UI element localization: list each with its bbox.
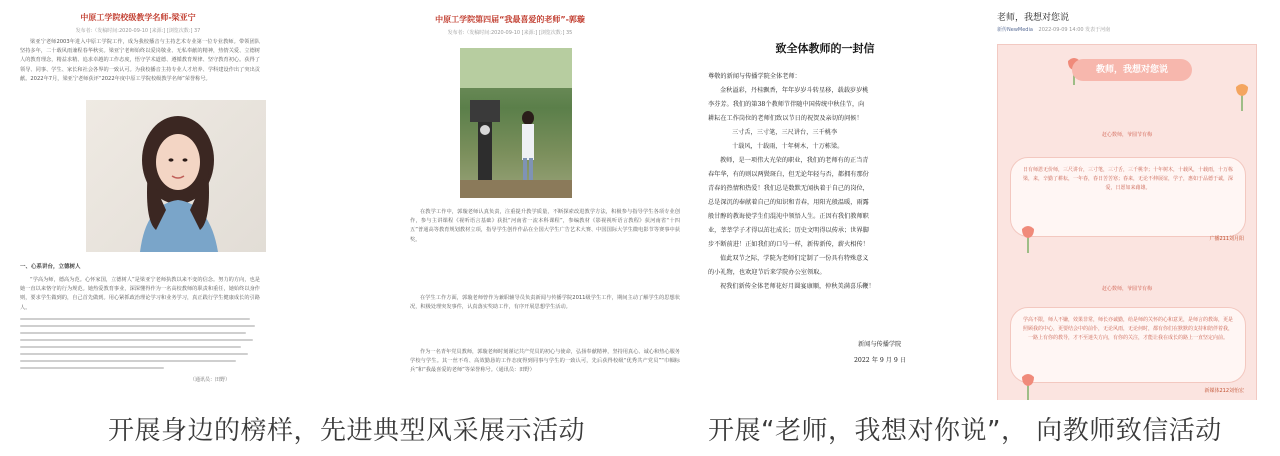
message-bubble [1010,157,1246,237]
letter-line: 祝我们新传全体老师花好月圆宴康顺，仲秋美满喜乐鞭！ [720,283,875,290]
letter-line: 耕耘在工作岗位的老师们致以节日的祝贺及亲切的问候！ [708,115,863,122]
letter-date: 2022 年 9 月 9 日 [854,357,907,364]
teacher-portrait-photo [86,100,266,252]
letter-line: 青春的热情和热爱！我们总是数默无闻执着于自己的岗位， [708,185,869,192]
message-bubble [1010,307,1246,383]
letter-line: 步不断前进！正如我们的口号一样，新传新传，薪火相传！ [708,241,869,248]
message-signature: 广播211刘月阳 [1209,236,1244,242]
letter-line: 值此双节之际，学院为老师们定制了一份具有特殊意义 [720,255,869,262]
letter-body [708,70,875,294]
letter-salutation: 尊敬的新闻与传播学院全体老师： [708,73,801,80]
article-paragraph-1: 在教学工作中，郭璇老师认真负责，注重提升教学质量，不断探索改进教学方法，积极参与指导学生各项专业创作，参与主讲课程《视听语言基础》获批“河南省一流本科课程”，参编教材《影视视听语言教程》获河南省“十四五”普通高等教育规划教材立项，指导学生创作作品在全国大学生广告艺术大赛、中国国际大学生微电影节等赛事中获奖。 [410,209,680,243]
article-signoff: （通讯员：田野） [190,377,231,383]
account-name-link[interactable]: 新传NewMedia [997,27,1033,33]
tulip-icon [1018,223,1038,253]
caption-right: 开展“老师，我想对你说”， 向教师致信活动 [708,416,1222,446]
message-text: 学高不限，师人不嫌，效果非常，师长亦诚勤，给是师的关怀的心和意见，是师言的教诲，更是照顾我的中心，更要结会中的前仆，无论风雨，无论何时，都有你们在默默的支持和陪伴着我，一路上有你的教导，才不至迷失方向，有你的关注，才能让我在成长的路上一直坚定向前。 [1023,317,1234,341]
letter-line: 李芬芳。我们的第38个教师节伴随中国传统中秋佳节，向 [708,101,865,108]
section-heading: 赶心数师，爷圆节有梅 [1102,286,1153,292]
letter-panel [700,0,950,385]
publish-time: 2022-09-09 14:00 发表于河南 [1038,27,1111,33]
message-text: 日有师恩无价师，三尺讲台，三寸笔，三寸舌，三千桃李；十年树木，十载风，十载雨，十万栋梁，来，辛勤了耕耘，一年春，春日苦苦寒；春来，无论不伸展谊，学子，惠如于品德于诚，深爱，日愿如来藉雄。 [1023,167,1234,191]
article-meta: 发布者:（发稿时间:2020-09-10 [来源:] [浏览次数:] 37 [75,28,201,34]
article-body-continued [20,318,260,374]
letter-sender: 新闻与传播学院 [858,341,902,348]
wechat-article-meta-row [997,26,1110,33]
article-meta: 发布者:（发稿时间:2020-09-10 [来源:] [浏览次数:] 35 [447,30,573,36]
pink-greeting-card [997,44,1257,400]
letter-line: 三寸舌，三寸笔，三尺讲台，三千桃李 [732,129,838,136]
letter-line: 金秋溢彩，丹桂飘香，年年岁岁斗转星移，载载岁岁桃 [720,87,869,94]
letter-line: 春年华，有的则以两鬓斑白，但无论年轻与否，都拥有那份 [708,171,869,178]
greeting-banner: 教师，我想对您说 [1072,59,1192,81]
tulip-icon [1018,371,1038,400]
message-signature: 新媒体212刘怡宏 [1204,388,1244,394]
article-title: 中原工学院第四届“我最喜爱的老师”-郭璇 [435,15,585,24]
article-panel-favorite-teacher [410,0,690,385]
wechat-article-title: 老师，我想对您说 [997,13,1070,23]
letter-line: 教师，是一项伟大光荣的职业，我们的老师有的正当青 [720,157,869,164]
article-panel-teacher-model [10,0,266,385]
article-body: “学高为师，德高为范。心怀家国，立德树人”是梁亚宁老师执教以来不变的信念。努力的方向，也是她一直以来恪守的行为规范。她热爱教育事业，深深懂得作为一名高校教师的职责和重任，她始终以身作则，要求学生做到的，自己首先做到。用心紧抓政治理论学习和业务学习，真正践行学生健康成长的引路人。 [20,277,260,311]
wechat-article-panel [987,0,1257,400]
caption-left: 开展身边的榜样，先进典型风采展示活动 [108,416,586,446]
letter-line: 般甘醇的教诲使学生们混沌中领悟人生。正因有我们教师职 [708,213,869,220]
article-intro: 梁亚宁老师2003年进入中原工学院工作，成为我校播音与主持艺术专业第一位专业教师。带领团队坚持多年，二十载风雨兼程春华秋实。梁亚宁老师始终以爱岗敬业、无私奉献的精神，热情关爱、立德树人的教育理念，精益求精、追求卓越的工作态度，悟守学术道德、遵循教育规律、坚守教育初心。获得了领导、同事、学生、家长和社会各界的一致认可。为我校播音主持专业人才培养、学科建设作出了突出贡献。2022年7月，梁亚宁老师获评“2022年度中原工学院校级教学名师”荣誉称号。 [20,39,260,82]
article-paragraph-3: 作为一名青年党员教师，郭璇老师时刻谨记共产党员的初心与使命，弘扬奉献精神，坚持用真心、诚心和热心服务学校与学生。其一丝不苟、高效勤恳的工作态度得到同事与学生的一致认可，先后获得校级“优秀共产党员”“巾帼标兵”和“我最喜爱的老师”等荣誉称号。（通讯员：田野） [410,349,680,374]
letter-line: 业，莘莘学子才得以茁壮成长；历史文明得以传承；世界脚 [708,227,869,234]
letter-line: 十载风，十载雨，十年树木，十万栋梁。 [732,143,844,150]
teacher-photo [460,48,572,198]
article-paragraph-2: 在学生工作方面，郭璇老师曾作为兼职辅导员负责新闻与传播学院2011级学生工作，期间主动了解学生的思想状况，积极处理突发事件，认真落实奖助工作，有序开展思想学生活动。 [410,295,680,311]
article-title: 中原工学院校级教学名师-梁亚宁 [80,13,196,22]
letter-line: 总是深沉的奉献着自己的知识和青春，用阳光般温暖，雨露 [708,199,869,206]
section-heading: 赶心数师，爷圆节有梅 [1102,132,1153,138]
letter-title: 致全体教师的一封信 [775,42,875,55]
tulip-icon [1232,81,1252,111]
letter-line: 的小礼物，也欢迎节后来学院办公室领取。 [708,269,826,276]
section-heading: 一、心系讲台，立德树人 [20,264,81,270]
